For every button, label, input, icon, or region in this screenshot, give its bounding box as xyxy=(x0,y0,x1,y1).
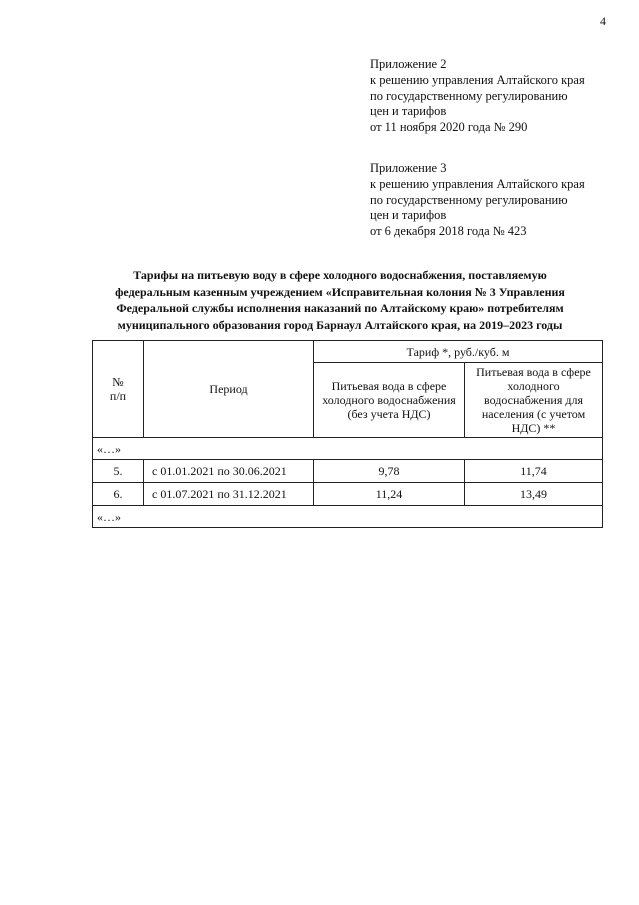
annex-3-line: от 6 декабря 2018 года № 423 xyxy=(370,224,527,239)
annex-3-reference xyxy=(370,161,620,240)
header-period-cell xyxy=(144,341,314,438)
header-with-vat: Питьевая вода в сфере холодного водоснабжения для населения (с учетом НДС) ** xyxy=(476,365,591,435)
table-header-row xyxy=(93,341,603,363)
annex-2-line: от 11 ноября 2020 года № 290 xyxy=(370,120,528,135)
header-with-vat-cell xyxy=(465,363,603,438)
row-without-vat: 9,78 xyxy=(314,460,465,483)
annex-2-line: к решению управления Алтайского края xyxy=(370,72,585,87)
annex-3-line: цен и тарифов xyxy=(370,208,447,223)
ellipsis-cell: «…» xyxy=(93,438,603,460)
title-line: муниципального образования город Барнаул Алтайского края, на 2019–2023 годы xyxy=(117,317,563,332)
row-number: 5. xyxy=(93,460,144,483)
annex-2-line: по государственному регулированию xyxy=(370,88,568,103)
annex-3-line: Приложение 3 xyxy=(370,161,447,175)
row-period: с 01.01.2021 по 30.06.2021 xyxy=(144,460,314,483)
title-line: Федеральной службы исполнения наказаний по Алтайскому краю» потребителям xyxy=(116,301,564,315)
page-number: 4 xyxy=(600,14,606,28)
table-row-ellipsis xyxy=(93,506,603,528)
row-number: 6. xyxy=(93,483,144,506)
annex-2-reference xyxy=(370,57,620,136)
ellipsis-cell: «…» xyxy=(93,506,603,528)
header-period: Период xyxy=(209,382,248,396)
header-tariff-group xyxy=(314,341,603,363)
annex-2-line: Приложение 2 xyxy=(370,57,447,71)
row-period: с 01.07.2021 по 31.12.2021 xyxy=(144,483,314,506)
annex-3-line: к решению управления Алтайского края xyxy=(370,176,585,191)
title-line: Тарифы на питьевую воду в сфере холодного водоснабжения, поставляемую xyxy=(133,268,547,282)
document-title xyxy=(70,267,610,333)
title-line: федеральным казенным учреждением «Исправительная колония № 3 Управления xyxy=(115,284,565,299)
header-without-vat-cell xyxy=(314,363,465,438)
row-with-vat: 11,74 xyxy=(465,460,603,483)
row-without-vat: 11,24 xyxy=(314,483,465,506)
tariff-table xyxy=(92,340,603,528)
header-without-vat: Питьевая вода в сфере холодного водоснабжения (без учета НДС) xyxy=(322,379,456,421)
table-row-ellipsis xyxy=(93,438,603,460)
header-tariff-label: Тариф *, руб./куб. м xyxy=(406,344,510,359)
header-number-cell xyxy=(93,341,144,438)
row-with-vat: 13,49 xyxy=(465,483,603,506)
header-number: № п/п xyxy=(109,375,127,403)
table-row xyxy=(93,483,603,506)
annex-2-line: цен и тарифов xyxy=(370,104,447,119)
table-row xyxy=(93,460,603,483)
annex-3-line: по государственному регулированию xyxy=(370,192,568,207)
